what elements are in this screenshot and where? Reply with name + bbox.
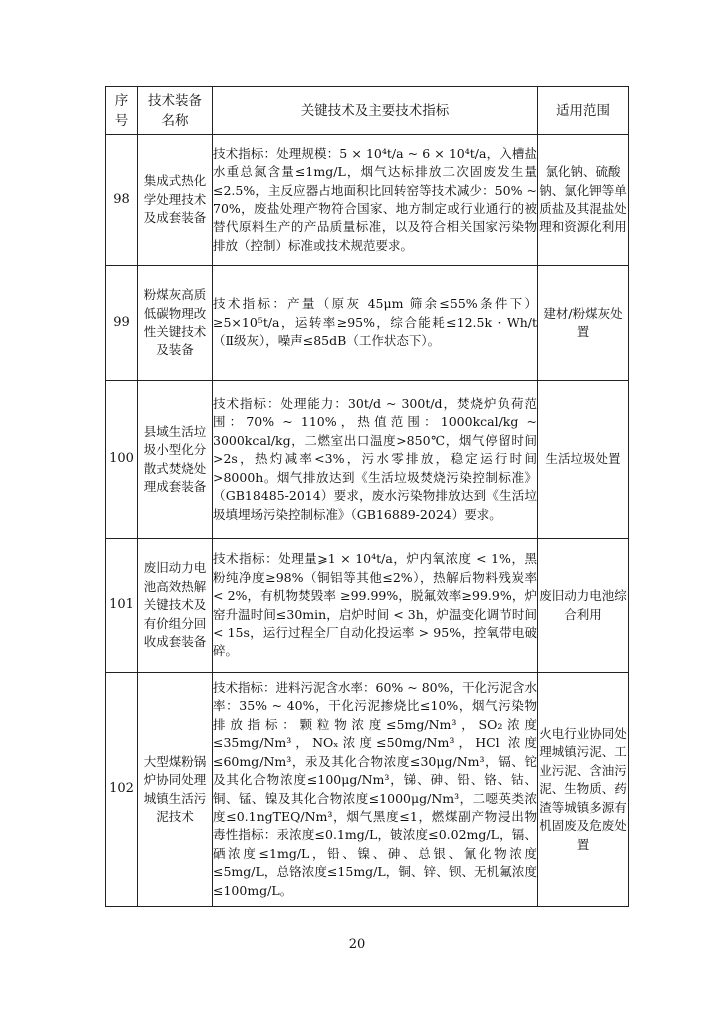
row-scope: 废旧动力电池综合利用 <box>538 539 629 673</box>
row-num: 100 <box>106 381 138 539</box>
row-desc: 技术指标：进料污泥含水率：60% ~ 80%，干化污泥含水率：35% ~ 40%，干化污泥掺烧比≤10%，烟气污染物排放指标：颗粒物浓度≤5mg/Nm³，SO₂浓度≤35mg/Nm³，NOₓ浓度≤50mg/Nm³，HCl 浓度≤60mg/Nm³，汞及其化合物浓度≤30μg/Nm³，镉、铊及其化合物浓度≤100μg/Nm³，锑、砷、铅、铬、钴、铜、锰、镍及其化合物浓度≤1000μg/Nm³，二噁英类浓度≤0.1ngTEQ/Nm³，烟气黑度≤1，燃煤副产物浸出物毒性指标：汞浓度≤0.1mg/L，铍浓度≤0.02mg/L，镉、硒浓度≤1mg/L，铅、镍、砷、总银、氰化物浓度≤5mg/L，总铬浓度≤15mg/L，铜、锌、钡、无机氟浓度≤100mg/L。 <box>213 673 538 907</box>
row-name: 粉煤灰高质低碳物理改性关键技术及装备 <box>138 266 213 381</box>
row-num: 102 <box>106 673 138 907</box>
row-scope: 建材/粉煤灰处置 <box>538 266 629 381</box>
table-row <box>106 673 629 907</box>
row-num: 101 <box>106 539 138 673</box>
page-number: 20 <box>348 937 366 952</box>
table-row <box>106 266 629 381</box>
row-scope: 生活垃圾处置 <box>538 381 629 539</box>
row-desc: 技术指标：处理能力：30t/d ~ 300t/d，焚烧炉负荷范围：70% ~ 110%，热值范围：1000kcal/kg ~ 3000kcal/kg，二燃室出口温度>850℃，烟气停留时间>2s，热灼减率<3%，污水零排放，稳定运行时间>8000h。烟气排放达到《生活垃圾焚烧污染控制标准》（GB18485-2014）要求，废水污染物排放达到《生活垃圾填埋场污染控制标准》（GB16889-2024）要求。 <box>213 381 538 539</box>
row-name: 大型煤粉锅炉协同处理城镇生活污泥技术 <box>138 673 213 907</box>
row-scope: 火电行业协同处理城镇污泥、工业污泥、含油污泥、生物质、药渣等城镇多源有机固废及危废处置 <box>538 673 629 907</box>
row-desc: 技术指标：产量（原灰 45μm 筛余≤55%条件下）≥5×10⁵t/a，运转率≥95%，综合能耗≤12.5k · Wh/t（Ⅱ级灰），噪声≤85dB（工作状态下）。 <box>213 266 538 381</box>
table-row <box>106 539 629 673</box>
row-desc: 技术指标：处理规模：5 × 10⁴t/a ~ 6 × 10⁴t/a，入槽盐水重总氮含量≤1mg/L，烟气达标排放二次固废发生量≤2.5%，主反应器占地面积比回转窑等技术减少：50% ~ 70%，废盐处理产物符合国家、地方制定或行业通行的被替代原料生产的产品质量标准，以及符合相关国家污染物排放（控制）标准或技术规范要求。 <box>213 135 538 266</box>
row-name: 废旧动力电池高效热解关键技术及有价组分回收成套装备 <box>138 539 213 673</box>
row-name: 集成式热化学处理技术及成套装备 <box>138 135 213 266</box>
row-desc: 技术指标：处理量⩾1 × 10⁴t/a，炉内氧浓度 < 1%，黑粉纯净度≥98%（铜铝等其他≤2%），热解后物料残炭率 < 2%，有机物焚毁率 ≥99.99%，脱氟效率≥99.9%，炉窑升温时间≤30min，启炉时间 < 3h，炉温变化调节时间 < 15s，运行过程全厂自动化投运率 > 95%，控氧带电破碎。 <box>213 539 538 673</box>
header-desc: 关键技术及主要技术指标 <box>213 87 538 135</box>
table-row <box>106 135 629 266</box>
technology-table <box>105 86 629 907</box>
row-num: 98 <box>106 135 138 266</box>
header-num: 序号 <box>106 87 138 135</box>
header-scope: 适用范围 <box>538 87 629 135</box>
header-name: 技术装备名称 <box>138 87 213 135</box>
table-header-row <box>106 87 629 135</box>
row-name: 县域生活垃圾小型化分散式焚烧处理成套装备 <box>138 381 213 539</box>
row-num: 99 <box>106 266 138 381</box>
table-row <box>106 381 629 539</box>
row-scope: 氯化钠、硫酸钠、氯化钾等单质盐及其混盐处理和资源化利用 <box>538 135 629 266</box>
